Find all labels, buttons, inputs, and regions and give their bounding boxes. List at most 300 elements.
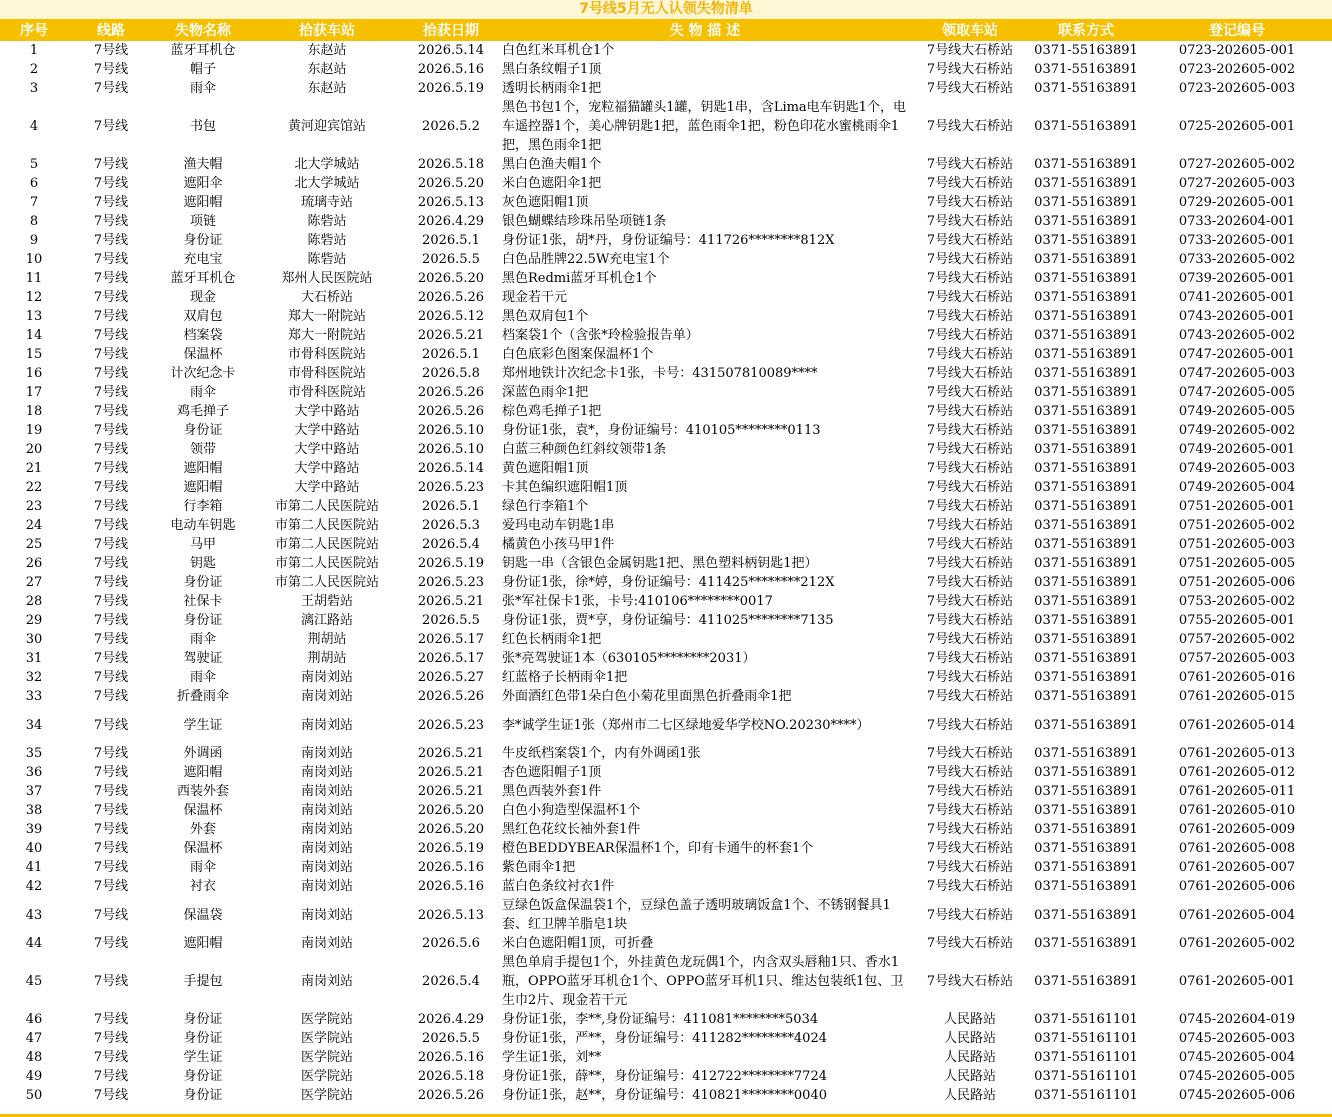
cell-description: 黑色Redmi蓝牙耳机仓1个 xyxy=(502,271,657,286)
cell-found-date: 2026.5.10 xyxy=(417,423,485,438)
cell-found-date: 2026.5.6 xyxy=(422,936,480,951)
cell-item-name: 遮阳帽 xyxy=(183,461,223,476)
cell-serial: 44 xyxy=(25,936,43,951)
header-col-pickup-station: 领取车站 xyxy=(910,19,1030,41)
cell-found-station: 郑大一附院站 xyxy=(287,328,366,343)
cell-description: 李*诚学生证1张（郑州市二七区绿地爱华学校NO.20230****） xyxy=(502,717,870,733)
cell-found-station: 大石桥站 xyxy=(300,290,353,305)
cell-contact: 0371-55163891 xyxy=(1034,309,1138,324)
cell-item-name: 电动车钥匙 xyxy=(170,518,236,533)
cell-serial: 10 xyxy=(25,252,43,267)
cell-contact: 0371-55161101 xyxy=(1034,1069,1138,1084)
cell-pickup-station: 7号线大石桥站 xyxy=(926,442,1014,457)
cell-found-date: 2026.5.20 xyxy=(417,271,485,286)
table-row xyxy=(0,364,1332,383)
cell-reg-number: 0761-202605-011 xyxy=(1178,784,1296,799)
cell-reg-number: 0745-202605-004 xyxy=(1178,1050,1296,1065)
table-row xyxy=(0,953,1332,1010)
cell-line: 7号线 xyxy=(93,1012,129,1027)
cell-item-name: 保温杯 xyxy=(183,347,223,362)
cell-pickup-station: 人民路站 xyxy=(943,1012,996,1027)
cell-pickup-station: 7号线大石桥站 xyxy=(926,556,1014,571)
cell-found-station: 黄河迎宾馆站 xyxy=(287,119,366,134)
cell-found-station: 郑州人民医院站 xyxy=(281,271,373,286)
cell-description: 银色蝴蝶结珍珠吊坠项链1条 xyxy=(502,214,667,229)
cell-found-date: 2026.5.21 xyxy=(417,746,485,761)
cell-pickup-station: 7号线大石桥站 xyxy=(926,404,1014,419)
cell-line: 7号线 xyxy=(93,157,129,172)
cell-item-name: 保温杯 xyxy=(183,803,223,818)
cell-serial: 49 xyxy=(25,1069,43,1084)
cell-line: 7号线 xyxy=(93,404,129,419)
cell-line: 7号线 xyxy=(93,62,129,77)
cell-item-name: 保温袋 xyxy=(183,907,223,923)
cell-found-station: 南岗刘站 xyxy=(300,841,353,856)
cell-line: 7号线 xyxy=(93,689,129,704)
header-col-description: 失 物 描 述 xyxy=(500,19,910,41)
table-row xyxy=(0,288,1332,307)
cell-pickup-station: 7号线大石桥站 xyxy=(926,195,1014,210)
cell-found-date: 2026.5.20 xyxy=(417,803,485,818)
cell-pickup-station: 7号线大石桥站 xyxy=(926,537,1014,552)
cell-found-station: 大学中路站 xyxy=(294,423,360,438)
cell-line: 7号线 xyxy=(93,860,129,875)
cell-line: 7号线 xyxy=(93,1088,129,1103)
cell-found-date: 2026.5.5 xyxy=(422,1031,480,1046)
table-row xyxy=(0,858,1332,877)
cell-found-station: 南岗刘站 xyxy=(300,717,353,733)
cell-serial: 25 xyxy=(25,537,43,552)
cell-item-name: 身份证 xyxy=(183,1012,223,1027)
header-col-contact: 联系方式 xyxy=(1030,19,1142,41)
cell-line: 7号线 xyxy=(93,43,129,58)
cell-item-name: 折叠雨伞 xyxy=(176,689,229,704)
cell-item-name: 现金 xyxy=(189,290,216,305)
cell-reg-number: 0733-202605-001 xyxy=(1178,233,1296,248)
table-row xyxy=(0,98,1332,155)
cell-pickup-station: 7号线大石桥站 xyxy=(926,860,1014,875)
cell-description: 红色长柄雨伞1把 xyxy=(502,632,602,647)
cell-contact: 0371-55163891 xyxy=(1034,499,1138,514)
cell-found-date: 2026.5.16 xyxy=(417,879,485,894)
cell-line: 7号线 xyxy=(93,81,129,96)
cell-item-name: 身份证 xyxy=(183,423,223,438)
cell-line: 7号线 xyxy=(93,176,129,191)
cell-reg-number: 0743-202605-002 xyxy=(1178,328,1296,343)
cell-line: 7号线 xyxy=(93,613,129,628)
cell-pickup-station: 7号线大石桥站 xyxy=(926,518,1014,533)
cell-found-station: 南岗刘站 xyxy=(300,936,353,951)
cell-item-name: 鸡毛掸子 xyxy=(176,404,229,419)
cell-description: 身份证1张，薛**，身份证编号：412722********7724 xyxy=(502,1069,827,1084)
cell-found-station: 南岗刘站 xyxy=(300,746,353,761)
cell-found-station: 东赵站 xyxy=(307,62,347,77)
cell-found-station: 南岗刘站 xyxy=(300,879,353,894)
cell-item-name: 雨伞 xyxy=(189,81,216,96)
cell-description: 白色底彩色图案保温杯1个 xyxy=(502,347,654,362)
cell-pickup-station: 7号线大石桥站 xyxy=(926,81,1014,96)
cell-pickup-station: 7号线大石桥站 xyxy=(926,252,1014,267)
cell-pickup-station: 人民路站 xyxy=(943,1088,996,1103)
cell-description: 米白色遮阳伞1把 xyxy=(502,176,602,191)
cell-line: 7号线 xyxy=(93,632,129,647)
cell-description: 学生证1张，刘** xyxy=(502,1050,602,1065)
cell-pickup-station: 7号线大石桥站 xyxy=(926,765,1014,780)
table-row xyxy=(0,1029,1332,1048)
cell-serial: 4 xyxy=(29,119,39,134)
cell-description: 张*军社保卡1张，卡号:410106********0017 xyxy=(502,594,773,609)
table-row xyxy=(0,41,1332,60)
table-row xyxy=(0,1067,1332,1086)
cell-found-station: 东赵站 xyxy=(307,81,347,96)
cell-serial: 11 xyxy=(25,271,43,286)
cell-contact: 0371-55163891 xyxy=(1034,822,1138,837)
cell-pickup-station: 7号线大石桥站 xyxy=(926,575,1014,590)
cell-found-station: 北大学城站 xyxy=(294,157,360,172)
cell-item-name: 遮阳帽 xyxy=(183,765,223,780)
cell-found-date: 2026.5.16 xyxy=(417,860,485,875)
cell-item-name: 计次纪念卡 xyxy=(170,366,236,381)
cell-item-name: 领带 xyxy=(189,442,216,457)
cell-description: 黑色双肩包1个 xyxy=(502,309,589,324)
cell-serial: 37 xyxy=(25,784,43,799)
cell-reg-number: 0751-202605-002 xyxy=(1178,518,1296,533)
cell-found-station: 陈砦站 xyxy=(307,214,347,229)
cell-description: 米白色遮阳帽1顶，可折叠 xyxy=(502,936,654,951)
cell-item-name: 行李箱 xyxy=(183,499,223,514)
cell-reg-number: 0749-202605-001 xyxy=(1178,442,1296,457)
cell-serial: 36 xyxy=(25,765,43,780)
cell-found-station: 市骨科医院站 xyxy=(287,347,366,362)
header-col-item-name: 失物名称 xyxy=(154,19,252,41)
cell-pickup-station: 7号线大石桥站 xyxy=(926,613,1014,628)
cell-found-date: 2026.5.21 xyxy=(417,784,485,799)
cell-item-name: 遮阳伞 xyxy=(183,176,223,191)
cell-serial: 18 xyxy=(25,404,43,419)
table-row xyxy=(0,307,1332,326)
cell-contact: 0371-55163891 xyxy=(1034,62,1138,77)
cell-found-station: 陈砦站 xyxy=(307,252,347,267)
cell-contact: 0371-55163891 xyxy=(1034,366,1138,381)
cell-description: 黑红色花纹长袖外套1件 xyxy=(502,822,641,837)
cell-item-name: 身份证 xyxy=(183,1069,223,1084)
table-row xyxy=(0,592,1332,611)
cell-item-name: 渔夫帽 xyxy=(183,157,223,172)
cell-item-name: 学生证 xyxy=(183,717,223,733)
cell-description: 白色品胜牌22.5W充电宝1个 xyxy=(502,252,670,267)
table-row xyxy=(0,668,1332,687)
table-row xyxy=(0,706,1332,744)
cell-contact: 0371-55163891 xyxy=(1034,651,1138,666)
cell-reg-number: 0749-202605-002 xyxy=(1178,423,1296,438)
cell-found-station: 南岗刘站 xyxy=(300,784,353,799)
cell-found-station: 市骨科医院站 xyxy=(287,366,366,381)
cell-serial: 40 xyxy=(25,841,43,856)
cell-contact: 0371-55163891 xyxy=(1034,613,1138,628)
cell-found-date: 2026.5.13 xyxy=(417,907,485,923)
cell-line: 7号线 xyxy=(93,499,129,514)
cell-found-station: 大学中路站 xyxy=(294,442,360,457)
cell-serial: 47 xyxy=(25,1031,43,1046)
cell-description: 豆绿色饭盒保温袋1个，豆绿色盖子透明玻璃饭盒1个、不锈钢餐具1套、红卫牌羊脂皂1块 xyxy=(502,898,891,932)
cell-reg-number: 0745-202604-019 xyxy=(1178,1012,1296,1027)
cell-found-station: 医学院站 xyxy=(300,1088,353,1103)
cell-serial: 13 xyxy=(25,309,43,324)
table-row xyxy=(0,934,1332,953)
cell-description: 爱玛电动车钥匙1串 xyxy=(502,518,615,533)
cell-line: 7号线 xyxy=(93,1050,129,1065)
cell-pickup-station: 人民路站 xyxy=(943,1031,996,1046)
cell-pickup-station: 7号线大石桥站 xyxy=(926,841,1014,856)
table-row xyxy=(0,497,1332,516)
cell-description: 灰色遮阳帽1顶 xyxy=(502,195,589,210)
table-row xyxy=(0,155,1332,174)
cell-item-name: 马甲 xyxy=(189,537,216,552)
cell-item-name: 学生证 xyxy=(183,1050,223,1065)
cell-line: 7号线 xyxy=(93,195,129,210)
cell-item-name: 书包 xyxy=(189,119,216,134)
cell-serial: 29 xyxy=(25,613,43,628)
cell-contact: 0371-55163891 xyxy=(1034,556,1138,571)
cell-line: 7号线 xyxy=(93,537,129,552)
cell-serial: 15 xyxy=(25,347,43,362)
cell-reg-number: 0751-202605-001 xyxy=(1178,499,1296,514)
cell-reg-number: 0751-202605-006 xyxy=(1178,575,1296,590)
cell-line: 7号线 xyxy=(93,974,129,989)
cell-line: 7号线 xyxy=(93,233,129,248)
cell-found-date: 2026.5.14 xyxy=(417,43,485,58)
cell-serial: 43 xyxy=(25,907,43,923)
cell-found-date: 2026.5.5 xyxy=(422,252,480,267)
cell-found-station: 东赵站 xyxy=(307,43,347,58)
cell-found-date: 2026.5.4 xyxy=(422,974,480,989)
cell-reg-number: 0723-202605-002 xyxy=(1178,62,1296,77)
cell-item-name: 社保卡 xyxy=(183,594,223,609)
table-row xyxy=(0,877,1332,896)
cell-item-name: 帽子 xyxy=(189,62,216,77)
cell-line: 7号线 xyxy=(93,309,129,324)
cell-reg-number: 0755-202605-001 xyxy=(1178,613,1296,628)
cell-description: 橙色BEDDYBEAR保温杯1个，印有卡通牛的杯套1个 xyxy=(502,841,814,856)
cell-pickup-station: 7号线大石桥站 xyxy=(926,366,1014,381)
cell-line: 7号线 xyxy=(93,594,129,609)
cell-description: 绿色行李箱1个 xyxy=(502,499,589,514)
cell-description: 黑色西装外套1件 xyxy=(502,784,602,799)
cell-item-name: 雨伞 xyxy=(189,632,216,647)
cell-description: 透明长柄雨伞1把 xyxy=(502,81,602,96)
cell-reg-number: 0761-202605-010 xyxy=(1178,803,1296,818)
table-row xyxy=(0,554,1332,573)
cell-serial: 14 xyxy=(25,328,43,343)
cell-pickup-station: 7号线大石桥站 xyxy=(926,423,1014,438)
cell-contact: 0371-55163891 xyxy=(1034,907,1138,923)
cell-serial: 48 xyxy=(25,1050,43,1065)
cell-contact: 0371-55163891 xyxy=(1034,480,1138,495)
cell-found-station: 市第二人民医院站 xyxy=(274,556,379,571)
cell-contact: 0371-55163891 xyxy=(1034,518,1138,533)
cell-found-date: 2026.5.18 xyxy=(417,1069,485,1084)
cell-pickup-station: 7号线大石桥站 xyxy=(926,632,1014,647)
cell-serial: 19 xyxy=(25,423,43,438)
cell-serial: 26 xyxy=(25,556,43,571)
lost-items-table xyxy=(0,19,1332,1105)
table-row xyxy=(0,193,1332,212)
cell-reg-number: 0749-202605-005 xyxy=(1178,404,1296,419)
cell-reg-number: 0757-202605-002 xyxy=(1178,632,1296,647)
cell-found-station: 郑大一附院站 xyxy=(287,309,366,324)
cell-contact: 0371-55163891 xyxy=(1034,936,1138,951)
cell-item-name: 雨伞 xyxy=(189,385,216,400)
cell-line: 7号线 xyxy=(93,936,129,951)
cell-reg-number: 0761-202605-013 xyxy=(1178,746,1296,761)
cell-found-date: 2026.5.14 xyxy=(417,461,485,476)
cell-found-station: 王胡砦站 xyxy=(300,594,353,609)
cell-reg-number: 0761-202605-008 xyxy=(1178,841,1296,856)
table-row xyxy=(0,79,1332,98)
cell-found-date: 2026.5.8 xyxy=(422,366,480,381)
cell-found-date: 2026.5.19 xyxy=(417,841,485,856)
cell-found-date: 2026.5.19 xyxy=(417,81,485,96)
cell-pickup-station: 7号线大石桥站 xyxy=(926,119,1014,134)
cell-found-station: 南岗刘站 xyxy=(300,907,353,923)
cell-serial: 17 xyxy=(25,385,43,400)
cell-pickup-station: 7号线大石桥站 xyxy=(926,822,1014,837)
cell-pickup-station: 7号线大石桥站 xyxy=(926,689,1014,704)
table-row xyxy=(0,687,1332,706)
cell-line: 7号线 xyxy=(93,784,129,799)
cell-found-date: 2026.5.21 xyxy=(417,594,485,609)
table-row xyxy=(0,60,1332,79)
table-row xyxy=(0,649,1332,668)
cell-line: 7号线 xyxy=(93,651,129,666)
cell-pickup-station: 7号线大石桥站 xyxy=(926,176,1014,191)
cell-line: 7号线 xyxy=(93,1069,129,1084)
cell-line: 7号线 xyxy=(93,252,129,267)
cell-found-date: 2026.5.1 xyxy=(422,499,480,514)
cell-serial: 30 xyxy=(25,632,43,647)
cell-reg-number: 0723-202605-003 xyxy=(1178,81,1296,96)
cell-description: 红蓝格子长柄雨伞1把 xyxy=(502,670,628,685)
cell-contact: 0371-55163891 xyxy=(1034,271,1138,286)
cell-reg-number: 0727-202605-003 xyxy=(1178,176,1296,191)
cell-line: 7号线 xyxy=(93,214,129,229)
cell-description: 黑色单肩手提包1个，外挂黄色龙玩偶1个，内含双头唇釉1只、香水1瓶，OPPO蓝牙耳机仓1个、OPPO蓝牙耳机1只、维达包装纸1包、卫生巾2片、现金若干元 xyxy=(502,955,904,1008)
cell-found-station: 大学中路站 xyxy=(294,461,360,476)
cell-contact: 0371-55163891 xyxy=(1034,632,1138,647)
table-row xyxy=(0,611,1332,630)
table-row xyxy=(0,174,1332,193)
cell-serial: 16 xyxy=(25,366,43,381)
cell-contact: 0371-55163891 xyxy=(1034,974,1138,989)
cell-contact: 0371-55163891 xyxy=(1034,195,1138,210)
cell-reg-number: 0761-202605-006 xyxy=(1178,879,1296,894)
cell-found-station: 医学院站 xyxy=(300,1069,353,1084)
cell-contact: 0371-55161101 xyxy=(1034,1050,1138,1065)
table-row xyxy=(0,820,1332,839)
cell-item-name: 外套 xyxy=(189,822,216,837)
cell-found-station: 医学院站 xyxy=(300,1012,353,1027)
cell-reg-number: 0739-202605-001 xyxy=(1178,271,1296,286)
cell-contact: 0371-55163891 xyxy=(1034,746,1138,761)
cell-found-date: 2026.5.5 xyxy=(422,613,480,628)
cell-line: 7号线 xyxy=(93,765,129,780)
cell-line: 7号线 xyxy=(93,907,129,923)
header-col-reg-number: 登记编号 xyxy=(1142,19,1332,41)
cell-item-name: 遮阳帽 xyxy=(183,195,223,210)
cell-found-date: 2026.5.23 xyxy=(417,717,485,733)
cell-reg-number: 0747-202605-005 xyxy=(1178,385,1296,400)
cell-description: 卡其色编织遮阳帽1顶 xyxy=(502,480,628,495)
cell-item-name: 衬衣 xyxy=(189,879,216,894)
cell-reg-number: 0747-202605-001 xyxy=(1178,347,1296,362)
cell-line: 7号线 xyxy=(93,328,129,343)
cell-contact: 0371-55163891 xyxy=(1034,689,1138,704)
cell-pickup-station: 7号线大石桥站 xyxy=(926,328,1014,343)
cell-contact: 0371-55163891 xyxy=(1034,233,1138,248)
cell-contact: 0371-55161101 xyxy=(1034,1031,1138,1046)
table-row xyxy=(0,231,1332,250)
cell-line: 7号线 xyxy=(93,717,129,733)
cell-item-name: 身份证 xyxy=(183,1031,223,1046)
cell-pickup-station: 7号线大石桥站 xyxy=(926,43,1014,58)
cell-found-station: 市第二人民医院站 xyxy=(274,575,379,590)
cell-found-date: 2026.5.3 xyxy=(422,518,480,533)
cell-serial: 2 xyxy=(29,62,39,77)
sheet-title: 7号线5月无人认领失物清单 xyxy=(0,0,1332,19)
cell-serial: 42 xyxy=(25,879,43,894)
cell-pickup-station: 7号线大石桥站 xyxy=(926,480,1014,495)
cell-description: 外面酒红色带1朵白色小菊花里面黑色折叠雨伞1把 xyxy=(502,689,792,704)
cell-found-date: 2026.5.26 xyxy=(417,404,485,419)
cell-pickup-station: 7号线大石桥站 xyxy=(926,461,1014,476)
table-row xyxy=(0,516,1332,535)
cell-reg-number: 0757-202605-003 xyxy=(1178,651,1296,666)
cell-found-date: 2026.4.29 xyxy=(417,1012,485,1027)
cell-found-date: 2026.5.18 xyxy=(417,157,485,172)
table-row xyxy=(0,402,1332,421)
cell-contact: 0371-55163891 xyxy=(1034,537,1138,552)
cell-found-date: 2026.5.17 xyxy=(417,632,485,647)
table-body xyxy=(0,41,1332,1105)
cell-pickup-station: 7号线大石桥站 xyxy=(926,594,1014,609)
cell-reg-number: 0753-202605-002 xyxy=(1178,594,1296,609)
cell-contact: 0371-55163891 xyxy=(1034,252,1138,267)
cell-pickup-station: 7号线大石桥站 xyxy=(926,936,1014,951)
table-row xyxy=(0,535,1332,554)
cell-found-date: 2026.5.23 xyxy=(417,575,485,590)
cell-found-station: 大学中路站 xyxy=(294,404,360,419)
cell-item-name: 钥匙 xyxy=(189,556,216,571)
header-col-found-date: 拾获日期 xyxy=(402,19,500,41)
cell-serial: 9 xyxy=(29,233,39,248)
cell-found-station: 市第二人民医院站 xyxy=(274,537,379,552)
cell-serial: 3 xyxy=(29,81,39,96)
cell-item-name: 档案袋 xyxy=(183,328,223,343)
table-row xyxy=(0,744,1332,763)
cell-found-date: 2026.5.10 xyxy=(417,442,485,457)
cell-pickup-station: 7号线大石桥站 xyxy=(926,290,1014,305)
cell-pickup-station: 7号线大石桥站 xyxy=(926,499,1014,514)
cell-description: 蓝白色条纹衬衣1件 xyxy=(502,879,615,894)
table-row xyxy=(0,440,1332,459)
cell-reg-number: 0727-202605-002 xyxy=(1178,157,1296,172)
cell-pickup-station: 7号线大石桥站 xyxy=(926,651,1014,666)
cell-description: 身份证1张，贾*亨，身份证编号：411025********7135 xyxy=(502,613,834,628)
cell-item-name: 遮阳帽 xyxy=(183,480,223,495)
cell-serial: 27 xyxy=(25,575,43,590)
cell-contact: 0371-55163891 xyxy=(1034,157,1138,172)
cell-contact: 0371-55163891 xyxy=(1034,81,1138,96)
